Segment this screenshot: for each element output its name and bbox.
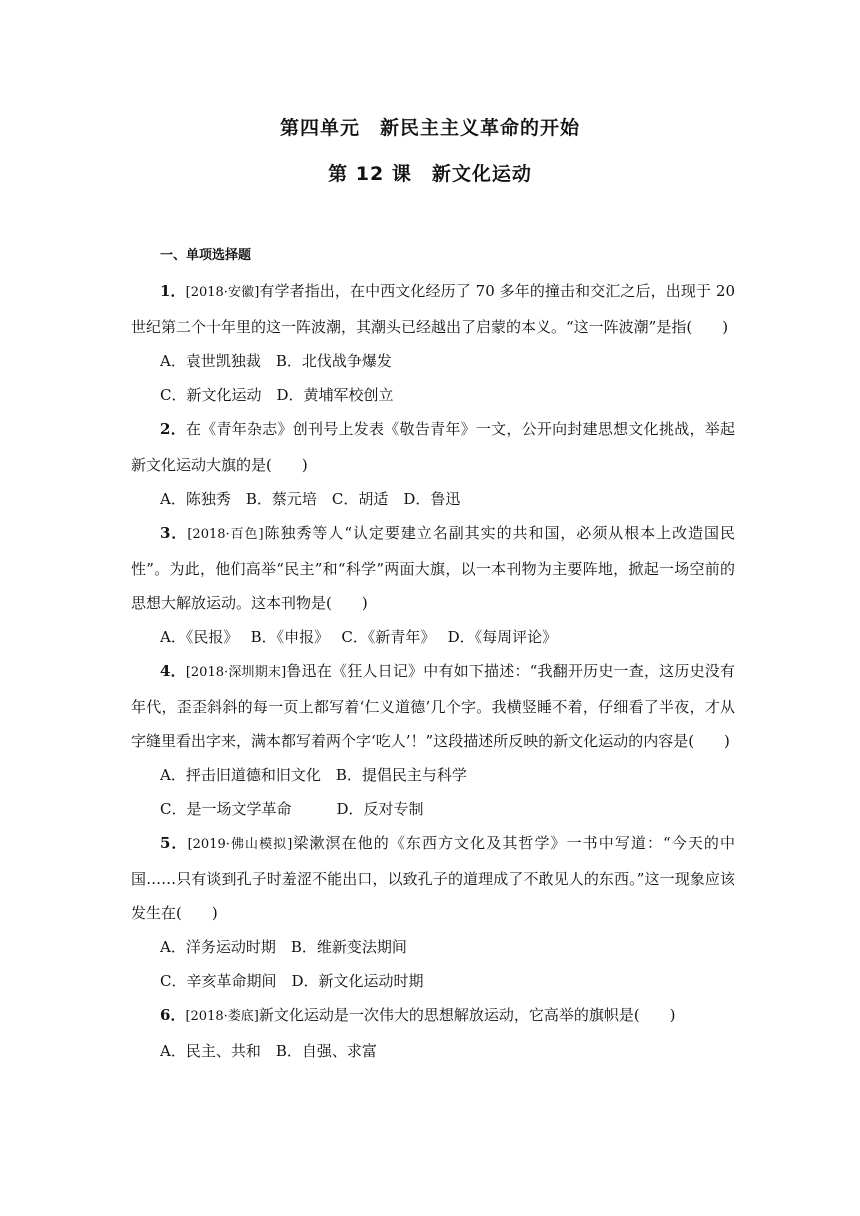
question-stem: 3．[2018·百色]陈独秀等人“认定要建立名副其实的共和国，必须从根本上改造国民性”。为此，他们高举“民主”和“科学”两面大旗，以一本刊物为主要阵地，掀起一场空前的思想大解放运动。这本刊物是( ) bbox=[131, 524, 735, 612]
lesson-title: 第 12 课 新文化运动 bbox=[328, 163, 532, 185]
question-text: 陈独秀等人“认定要建立名副其实的共和国，必须从根本上改造国民性”。为此，他们高举“民主”和“科学”两面大旗，以一本刊物为主要阵地，掀起一场空前的思想大解放运动。这本刊物是( ) bbox=[131, 524, 735, 612]
question-source: [2018·安徽] bbox=[185, 285, 260, 300]
section-heading: 一、单项选择题 bbox=[160, 248, 252, 263]
question-text: 有学者指出，在中西文化经历了 70 多年的撞击和交汇之后，出现于 20 世纪第二个十年里的这一阵波潮，其潮头已经越出了启蒙的本义。“这一阵波潮”是指( ) bbox=[131, 282, 735, 336]
question-2 bbox=[131, 412, 735, 516]
option-line: A．《民报》 B．《申报》 C．《新青年》 D．《每周评论》 bbox=[160, 628, 558, 646]
question-stem: 1．[2018·安徽]有学者指出，在中西文化经历了 70 多年的撞击和交汇之后，出现于 20 世纪第二个十年里的这一阵波潮，其潮头已经越出了启蒙的本义。“这一阵波潮”是指( ) bbox=[131, 282, 735, 336]
question-4 bbox=[131, 654, 735, 826]
question-source: [2018·娄底] bbox=[185, 1009, 259, 1024]
question-3 bbox=[131, 516, 735, 654]
question-stem: 6．[2018·娄底]新文化运动是一次伟大的思想解放运动，它高举的旗帜是( ) bbox=[160, 1006, 676, 1024]
question-number: 5 bbox=[160, 834, 171, 852]
question-source: [2018·深圳期末] bbox=[185, 665, 287, 680]
option-line: A．袁世凯独裁 B．北伐战争爆发 bbox=[160, 352, 392, 370]
option-line: C．辛亥革命期间 D．新文化运动时期 bbox=[160, 972, 424, 990]
question-6 bbox=[131, 998, 735, 1068]
question-number: 3 bbox=[160, 524, 171, 542]
option-line: C．是一场文学革命 D．反对专制 bbox=[160, 800, 424, 818]
option-line: A．陈独秀 B．蔡元培 C．胡适 D．鲁迅 bbox=[160, 490, 461, 508]
question-text: 在《青年杂志》创刊号上发表《敬告青年》一文，公开向封建思想文化挑战，举起新文化运动大旗的是( ) bbox=[131, 420, 735, 474]
question-source: [2018·百色] bbox=[187, 527, 264, 542]
question-text: 鲁迅在《狂人日记》中有如下描述：“我翻开历史一查，这历史没有年代，歪歪斜斜的每一页上都写着‘仁义道德’几个字。我横竖睡不着，仔细看了半夜，才从字缝里看出字来，满本都写着两个字‘吃人’！”这段描述所反映的新文化运动的内容是( ) bbox=[131, 662, 735, 750]
option-line: A．抨击旧道德和旧文化 B．提倡民主与科学 bbox=[160, 766, 467, 784]
question-stem: 2．在《青年杂志》创刊号上发表《敬告青年》一文，公开向封建思想文化挑战，举起新文化运动大旗的是( ) bbox=[131, 420, 735, 474]
option-line: A．洋务运动时期 B．维新变法期间 bbox=[160, 938, 407, 956]
question-text: 新文化运动是一次伟大的思想解放运动，它高举的旗帜是( ) bbox=[258, 1006, 676, 1024]
question-stem: 4．[2018·深圳期末]鲁迅在《狂人日记》中有如下描述：“我翻开历史一查，这历史没有年代，歪歪斜斜的每一页上都写着‘仁义道德’几个字。我横竖睡不着，仔细看了半夜，才从字缝里看出字来，满本都写着两个字‘吃人’！”这段描述所反映的新文化运动的内容是( ) bbox=[131, 662, 735, 750]
question-number: 2 bbox=[160, 420, 171, 438]
question-number: 1 bbox=[160, 282, 171, 300]
unit-title: 第四单元 新民主主义革命的开始 bbox=[279, 117, 580, 139]
question-1 bbox=[131, 274, 735, 412]
option-line: C．新文化运动 D．黄埔军校创立 bbox=[160, 386, 394, 404]
question-source: [2019·佛山模拟] bbox=[187, 837, 293, 852]
question-section bbox=[131, 238, 735, 1068]
question-5 bbox=[131, 826, 735, 998]
question-stem: 5．[2019·佛山模拟]梁漱溟在他的《东西方文化及其哲学》一书中写道：“今天的中国……只有谈到孔子时羞涩不能出口，以致孔子的道理成了不敢见人的东西。”这一现象应该发生在( ) bbox=[131, 834, 735, 922]
option-line: A．民主、共和 B．自强、求富 bbox=[160, 1042, 377, 1060]
question-number: 4 bbox=[160, 662, 171, 680]
question-text: 梁漱溟在他的《东西方文化及其哲学》一书中写道：“今天的中国……只有谈到孔子时羞涩不能出口，以致孔子的道理成了不敢见人的东西。”这一现象应该发生在( ) bbox=[131, 834, 735, 922]
question-number: 6 bbox=[160, 1006, 171, 1024]
